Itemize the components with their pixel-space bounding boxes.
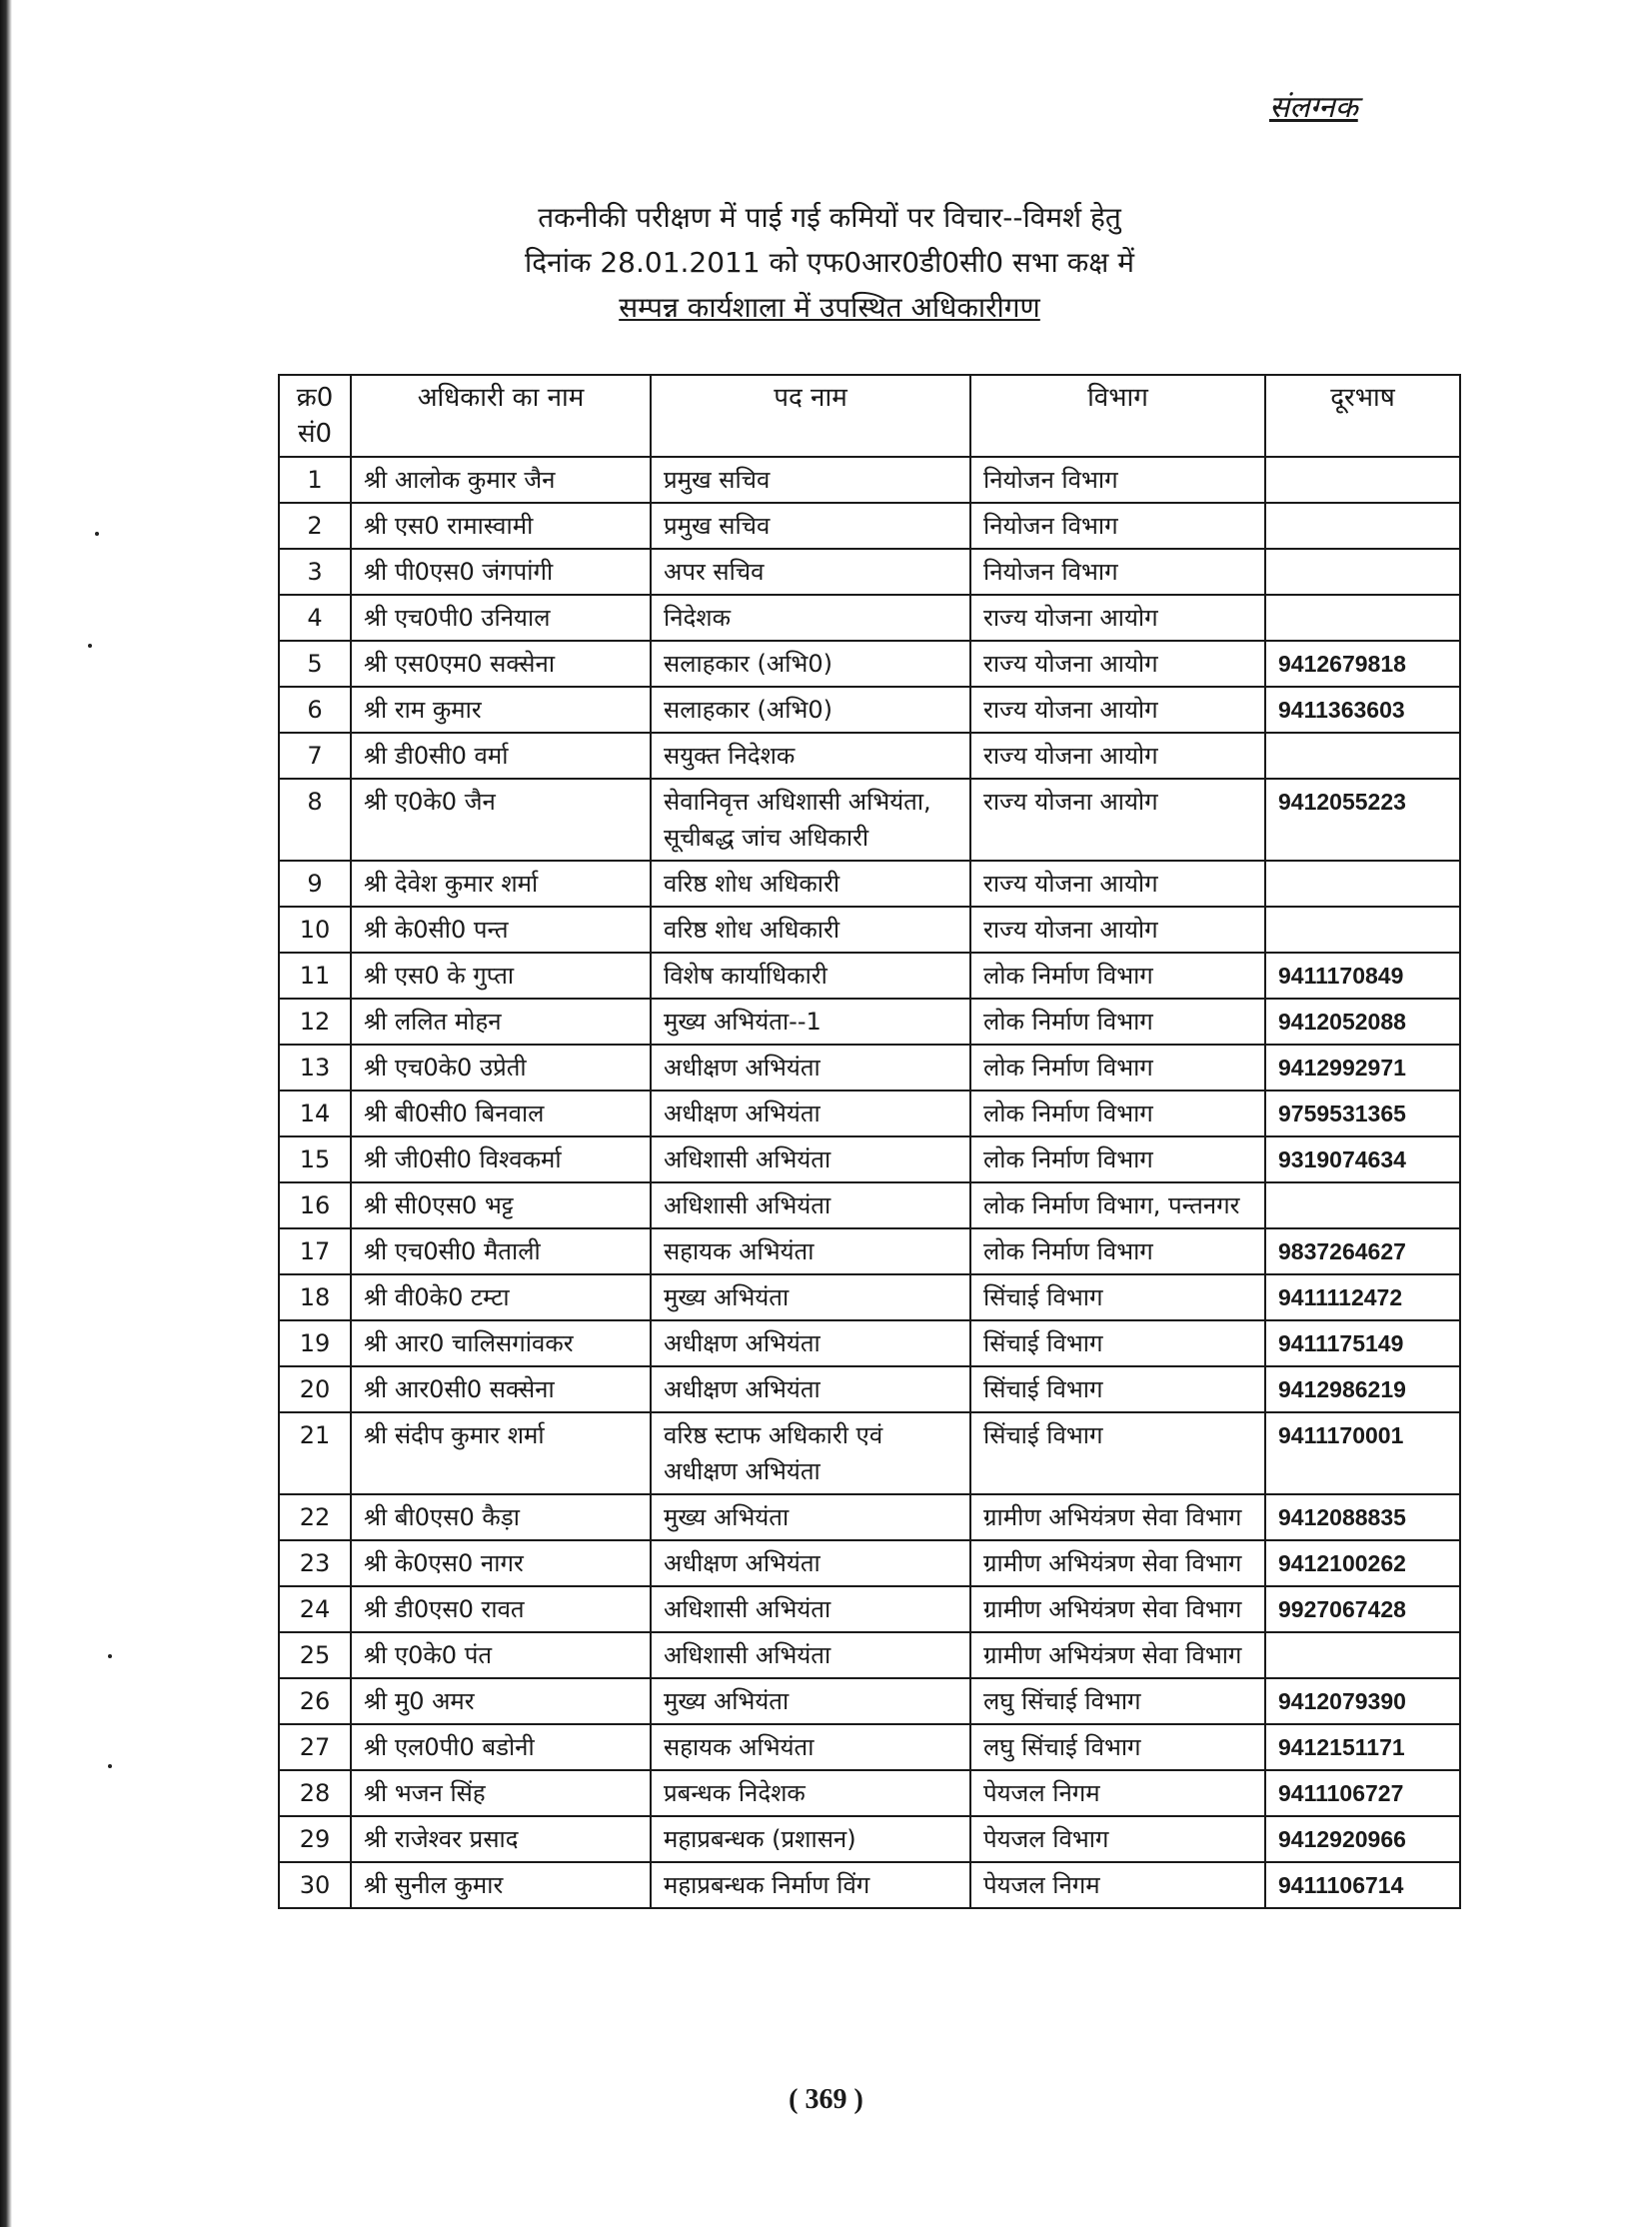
cell-serial: 24 <box>279 1586 351 1632</box>
table-row <box>279 779 1460 861</box>
col-header-name: अधिकारी का नाम <box>351 375 651 457</box>
cell-serial: 9 <box>279 861 351 907</box>
cell-department: सिंचाई विभाग <box>970 1412 1265 1494</box>
cell-department: राज्य योजना आयोग <box>970 779 1265 861</box>
cell-department: राज्य योजना आयोग <box>970 595 1265 641</box>
cell-serial: 3 <box>279 549 351 595</box>
cell-phone <box>1265 595 1460 641</box>
cell-phone: 9412986219 <box>1265 1366 1460 1412</box>
cell-serial: 8 <box>279 779 351 861</box>
table-row <box>279 1366 1460 1412</box>
table-row <box>279 687 1460 733</box>
cell-name: श्री ए0के0 जैन <box>351 779 651 861</box>
cell-phone: 9411170849 <box>1265 953 1460 999</box>
cell-designation: वरिष्ठ शोध अधिकारी <box>651 861 970 907</box>
cell-serial: 12 <box>279 999 351 1045</box>
cell-name: श्री संदीप कुमार शर्मा <box>351 1412 651 1494</box>
cell-designation: अधीक्षण अभियंता <box>651 1045 970 1091</box>
table-row <box>279 1045 1460 1091</box>
heading-line-2: दिनांक 28.01.2011 को एफ0आर0डी0सी0 सभा कक्ष में <box>525 246 1134 279</box>
cell-phone: 9412079390 <box>1265 1678 1460 1724</box>
cell-department: राज्य योजना आयोग <box>970 733 1265 779</box>
cell-name: श्री आर0सी0 सक्सेना <box>351 1366 651 1412</box>
table-row <box>279 1494 1460 1540</box>
cell-name: श्री डी0सी0 वर्मा <box>351 733 651 779</box>
cell-department: सिंचाई विभाग <box>970 1366 1265 1412</box>
heading-line-3: सम्पन्न कार्यशाला में उपस्थित अधिकारीगण <box>619 291 1040 324</box>
cell-designation: सलाहकार (अभि0) <box>651 687 970 733</box>
table-row <box>279 1136 1460 1182</box>
table-row <box>279 1540 1460 1586</box>
table-body <box>279 457 1460 1908</box>
cell-designation: अधिशासी अभियंता <box>651 1182 970 1228</box>
cell-name: श्री एस0एम0 सक्सेना <box>351 641 651 687</box>
cell-department: पेयजल निगम <box>970 1862 1265 1908</box>
cell-serial: 14 <box>279 1091 351 1136</box>
table-row <box>279 1816 1460 1862</box>
cell-designation: सहायक अभियंता <box>651 1724 970 1770</box>
cell-name: श्री पी0एस0 जंगपांगी <box>351 549 651 595</box>
cell-designation: मुख्य अभियंता <box>651 1678 970 1724</box>
cell-name: श्री बी0सी0 बिनवाल <box>351 1091 651 1136</box>
cell-department: नियोजन विभाग <box>970 457 1265 503</box>
table-header-row <box>279 375 1460 457</box>
table-row <box>279 503 1460 549</box>
cell-name: श्री के0सी0 पन्त <box>351 907 651 953</box>
table-row <box>279 953 1460 999</box>
cell-phone: 9412151171 <box>1265 1724 1460 1770</box>
cell-phone: 9412100262 <box>1265 1540 1460 1586</box>
cell-designation: प्रबन्धक निदेशक <box>651 1770 970 1816</box>
cell-phone: 9412088835 <box>1265 1494 1460 1540</box>
cell-name: श्री सुनील कुमार <box>351 1862 651 1908</box>
cell-serial: 20 <box>279 1366 351 1412</box>
cell-phone <box>1265 549 1460 595</box>
table-row <box>279 907 1460 953</box>
cell-serial: 5 <box>279 641 351 687</box>
cell-designation: विशेष कार्याधिकारी <box>651 953 970 999</box>
cell-designation: निदेशक <box>651 595 970 641</box>
cell-name: श्री ललित मोहन <box>351 999 651 1045</box>
cell-designation: मुख्य अभियंता <box>651 1494 970 1540</box>
cell-serial: 4 <box>279 595 351 641</box>
table-row <box>279 861 1460 907</box>
cell-phone: 9837264627 <box>1265 1228 1460 1274</box>
cell-department: पेयजल निगम <box>970 1770 1265 1816</box>
heading-line-1: तकनीकी परीक्षण में पाई गई कमियों पर विचार--विमर्श हेतु <box>538 201 1121 234</box>
cell-designation: मुख्य अभियंता <box>651 1274 970 1320</box>
cell-name: श्री देवेश कुमार शर्मा <box>351 861 651 907</box>
cell-serial: 13 <box>279 1045 351 1091</box>
cell-department: राज्य योजना आयोग <box>970 861 1265 907</box>
cell-phone <box>1265 861 1460 907</box>
cell-designation: मुख्य अभियंता--1 <box>651 999 970 1045</box>
cell-phone <box>1265 733 1460 779</box>
cell-name: श्री मु0 अमर <box>351 1678 651 1724</box>
cell-department: लघु सिंचाई विभाग <box>970 1678 1265 1724</box>
cell-serial: 11 <box>279 953 351 999</box>
cell-designation: अधिशासी अभियंता <box>651 1632 970 1678</box>
cell-name: श्री के0एस0 नागर <box>351 1540 651 1586</box>
cell-serial: 19 <box>279 1320 351 1366</box>
cell-serial: 6 <box>279 687 351 733</box>
cell-phone <box>1265 503 1460 549</box>
cell-department: पेयजल विभाग <box>970 1816 1265 1862</box>
cell-serial: 22 <box>279 1494 351 1540</box>
col-header-designation: पद नाम <box>651 375 970 457</box>
table-row <box>279 549 1460 595</box>
table-row <box>279 1412 1460 1494</box>
table-row <box>279 1678 1460 1724</box>
cell-designation: वरिष्ठ शोध अधिकारी <box>651 907 970 953</box>
cell-department: ग्रामीण अभियंत्रण सेवा विभाग <box>970 1586 1265 1632</box>
cell-name: श्री डी0एस0 रावत <box>351 1586 651 1632</box>
cell-phone: 9412679818 <box>1265 641 1460 687</box>
cell-name: श्री राम कुमार <box>351 687 651 733</box>
cell-designation: सेवानिवृत्त अधिशासी अभियंता, सूचीबद्ध जांच अधिकारी <box>651 779 970 861</box>
cell-designation: वरिष्ठ स्टाफ अधिकारी एवं अधीक्षण अभियंता <box>651 1412 970 1494</box>
cell-serial: 18 <box>279 1274 351 1320</box>
cell-department: नियोजन विभाग <box>970 549 1265 595</box>
cell-designation: सहायक अभियंता <box>651 1228 970 1274</box>
cell-name: श्री एच0के0 उप्रेती <box>351 1045 651 1091</box>
cell-name: श्री जी0सी0 विश्वकर्मा <box>351 1136 651 1182</box>
cell-phone: 9411106714 <box>1265 1862 1460 1908</box>
cell-serial: 15 <box>279 1136 351 1182</box>
page-number: ( 369 ) <box>789 2084 863 2115</box>
cell-phone <box>1265 457 1460 503</box>
cell-phone <box>1265 1182 1460 1228</box>
cell-serial: 21 <box>279 1412 351 1494</box>
cell-name: श्री एच0सी0 मैताली <box>351 1228 651 1274</box>
cell-serial: 30 <box>279 1862 351 1908</box>
table-row <box>279 1586 1460 1632</box>
cell-name: श्री आर0 चालिसगांवकर <box>351 1320 651 1366</box>
cell-designation: अधीक्षण अभियंता <box>651 1320 970 1366</box>
cell-name: श्री ए0के0 पंत <box>351 1632 651 1678</box>
cell-name: श्री आलोक कुमार जैन <box>351 457 651 503</box>
cell-serial: 1 <box>279 457 351 503</box>
col-header-department: विभाग <box>970 375 1265 457</box>
cell-name: श्री एल0पी0 बडोनी <box>351 1724 651 1770</box>
cell-designation: अधीक्षण अभियंता <box>651 1540 970 1586</box>
annexure-tag: संलग्नक <box>1269 90 1358 125</box>
cell-designation: प्रमुख सचिव <box>651 503 970 549</box>
cell-designation: अधिशासी अभियंता <box>651 1136 970 1182</box>
cell-phone <box>1265 1632 1460 1678</box>
cell-serial: 29 <box>279 1816 351 1862</box>
cell-phone: 9411112472 <box>1265 1274 1460 1320</box>
table-row <box>279 595 1460 641</box>
col-header-phone: दूरभाष <box>1265 375 1460 457</box>
table-row <box>279 1862 1460 1908</box>
cell-serial: 28 <box>279 1770 351 1816</box>
table-row <box>279 999 1460 1045</box>
cell-serial: 27 <box>279 1724 351 1770</box>
cell-serial: 25 <box>279 1632 351 1678</box>
cell-name: श्री एच0पी0 उनियाल <box>351 595 651 641</box>
cell-name: श्री एस0 रामास्वामी <box>351 503 651 549</box>
cell-name: श्री एस0 के गुप्ता <box>351 953 651 999</box>
table-row <box>279 733 1460 779</box>
cell-department: ग्रामीण अभियंत्रण सेवा विभाग <box>970 1494 1265 1540</box>
cell-designation: अधीक्षण अभियंता <box>651 1366 970 1412</box>
cell-phone: 9412920966 <box>1265 1816 1460 1862</box>
cell-designation: अधीक्षण अभियंता <box>651 1091 970 1136</box>
cell-phone: 9412052088 <box>1265 999 1460 1045</box>
cell-phone: 9927067428 <box>1265 1586 1460 1632</box>
cell-serial: 7 <box>279 733 351 779</box>
cell-department: नियोजन विभाग <box>970 503 1265 549</box>
table-row <box>279 1274 1460 1320</box>
cell-phone <box>1265 907 1460 953</box>
cell-department: राज्य योजना आयोग <box>970 687 1265 733</box>
cell-phone: 9412055223 <box>1265 779 1460 861</box>
cell-department: लघु सिंचाई विभाग <box>970 1724 1265 1770</box>
cell-department: लोक निर्माण विभाग, पन्तनगर <box>970 1182 1265 1228</box>
cell-phone: 9411170001 <box>1265 1412 1460 1494</box>
cell-phone: 9319074634 <box>1265 1136 1460 1182</box>
table-row <box>279 1724 1460 1770</box>
cell-department: लोक निर्माण विभाग <box>970 1045 1265 1091</box>
cell-designation: सलाहकार (अभि0) <box>651 641 970 687</box>
cell-designation: प्रमुख सचिव <box>651 457 970 503</box>
scan-speck <box>88 644 92 648</box>
table-row <box>279 1320 1460 1366</box>
attendee-table <box>278 374 1461 1909</box>
cell-designation: महाप्रबन्धक (प्रशासन) <box>651 1816 970 1862</box>
cell-designation: अपर सचिव <box>651 549 970 595</box>
cell-department: लोक निर्माण विभाग <box>970 953 1265 999</box>
cell-department: ग्रामीण अभियंत्रण सेवा विभाग <box>970 1540 1265 1586</box>
cell-department: लोक निर्माण विभाग <box>970 999 1265 1045</box>
table-row <box>279 457 1460 503</box>
table-row <box>279 1632 1460 1678</box>
cell-serial: 26 <box>279 1678 351 1724</box>
table-row <box>279 1228 1460 1274</box>
table-row <box>279 1770 1460 1816</box>
document-heading <box>400 195 1259 330</box>
cell-phone: 9411363603 <box>1265 687 1460 733</box>
cell-name: श्री वी0के0 टम्टा <box>351 1274 651 1320</box>
cell-department: सिंचाई विभाग <box>970 1320 1265 1366</box>
cell-serial: 10 <box>279 907 351 953</box>
cell-serial: 16 <box>279 1182 351 1228</box>
cell-department: सिंचाई विभाग <box>970 1274 1265 1320</box>
cell-serial: 2 <box>279 503 351 549</box>
cell-department: राज्य योजना आयोग <box>970 641 1265 687</box>
cell-phone: 9759531365 <box>1265 1091 1460 1136</box>
scan-speck <box>108 1764 112 1768</box>
cell-designation: अधिशासी अभियंता <box>651 1586 970 1632</box>
cell-serial: 17 <box>279 1228 351 1274</box>
cell-name: श्री भजन सिंह <box>351 1770 651 1816</box>
cell-department: राज्य योजना आयोग <box>970 907 1265 953</box>
scan-speck <box>95 532 99 536</box>
cell-department: ग्रामीण अभियंत्रण सेवा विभाग <box>970 1632 1265 1678</box>
cell-department: लोक निर्माण विभाग <box>970 1091 1265 1136</box>
scan-edge <box>0 0 12 2227</box>
table-row <box>279 1182 1460 1228</box>
cell-serial: 23 <box>279 1540 351 1586</box>
cell-phone: 9412992971 <box>1265 1045 1460 1091</box>
cell-phone: 9411106727 <box>1265 1770 1460 1816</box>
table-row <box>279 641 1460 687</box>
scan-speck <box>108 1654 112 1658</box>
table-row <box>279 1091 1460 1136</box>
cell-name: श्री बी0एस0 कैड़ा <box>351 1494 651 1540</box>
cell-designation: महाप्रबन्धक निर्माण विंग <box>651 1862 970 1908</box>
cell-department: लोक निर्माण विभाग <box>970 1228 1265 1274</box>
cell-phone: 9411175149 <box>1265 1320 1460 1366</box>
cell-department: लोक निर्माण विभाग <box>970 1136 1265 1182</box>
cell-name: श्री राजेश्वर प्रसाद <box>351 1816 651 1862</box>
col-header-serial: क्र0 सं0 <box>279 375 351 457</box>
cell-name: श्री सी0एस0 भट्ट <box>351 1182 651 1228</box>
cell-designation: सयुक्त निदेशक <box>651 733 970 779</box>
